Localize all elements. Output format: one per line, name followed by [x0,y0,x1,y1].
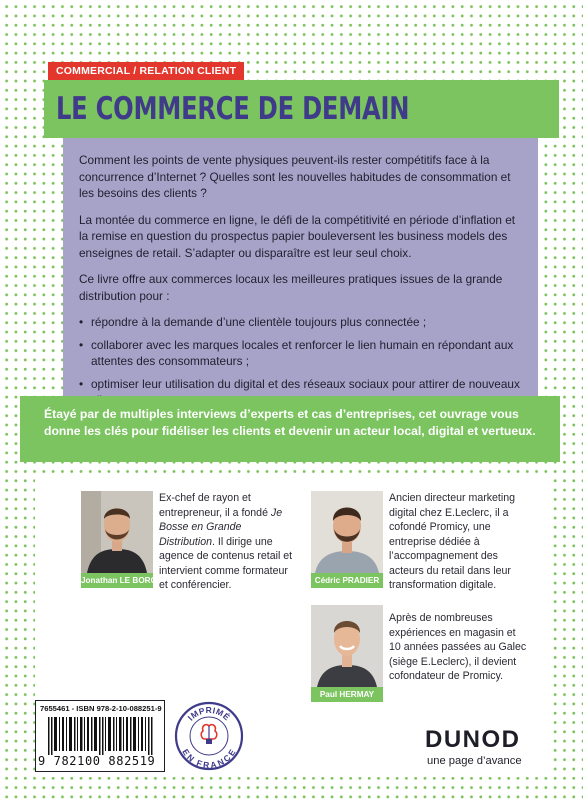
author-photo [311,491,383,573]
benefit-item: • répondre à la demande d’une clientèle toujours plus connectée ; [79,314,522,331]
isbn-line: 7655461 - ISBN 978-2-10-088251-9 [40,704,162,713]
author-name-caption: Paul HERMAY [311,687,383,702]
book-title: LE COMMERCE DE DEMAIN [56,91,410,127]
barcode [35,700,165,772]
printed-in-france-seal [174,701,244,771]
category-tag: COMMERCIAL / RELATION CLIENT [48,62,244,80]
synopsis-box [63,138,538,396]
publisher-logo: DUNOD [425,726,521,753]
author-bio: Ex-chef de rayon et entrepreneur, il a fondé Je Bosse en Grande Distribution. Il dirige une agence de contenus retail et intervient comme formateur et conférencier. [159,492,293,591]
promo-band: Étayé par de multiples interviews d’experts et cas d’entreprises, cet ouvrage vous donne les clés pour fidéliser les clients et devenir un acteur local, digital et vertueux. [20,396,560,462]
synopsis-paragraph: Ce livre offre aux commerces locaux les meilleures pratiques issues de la grande distribution pour : [79,272,503,303]
author-name-caption: Cédric PRADIER [311,573,383,588]
synopsis-paragraph: La montée du commerce en ligne, le défi de la compétitivité en période d’inflation et la remise en question du prospectus papier bouleversent les business models des enseignes de retail. S’adapter ou disparaître est leur seul choix. [79,212,516,260]
seal-bottom-text: EN FRANCE [179,747,239,771]
benefit-item: • collaborer avec les marques locales et renforcer le lien humain en répondant aux attentes des consommateurs ; [79,337,522,370]
author-name-caption: Jonathan LE BORGNE [81,573,153,588]
barcode-digits: 9 782100 882519 [38,754,156,768]
author-photo [81,491,153,573]
barcode-bars [48,717,154,755]
synopsis-paragraph: Comment les points de vente physiques peuvent-ils rester compétitifs face à la concurrence d’Internet ? Quelles sont les nouvelles habitudes de consommation et les besoins des clients ? [79,153,511,200]
author-photo [311,605,383,687]
benefits-list [79,314,522,409]
benefit-item: • optimiser leur utilisation du digital et des réseaux sociaux pour attirer de nouveaux [79,376,522,409]
author-bio: Ancien directeur marketing digital chez E.Leclerc, il a cofondé Promicy, une entreprise dédiée à l’accompagnement des acteurs du retail dans leur transformation digitale. [389,492,516,591]
title-bar [44,80,559,138]
author-bio: Après de nombreuses expériences en magasin et 10 années passées au Galec (siège E.Leclerc), il devient cofondateur de Promicy. [389,612,527,682]
publisher-tagline: une page d’avance [427,755,522,767]
seal-top-text: IMPRIMÉ [185,705,233,723]
